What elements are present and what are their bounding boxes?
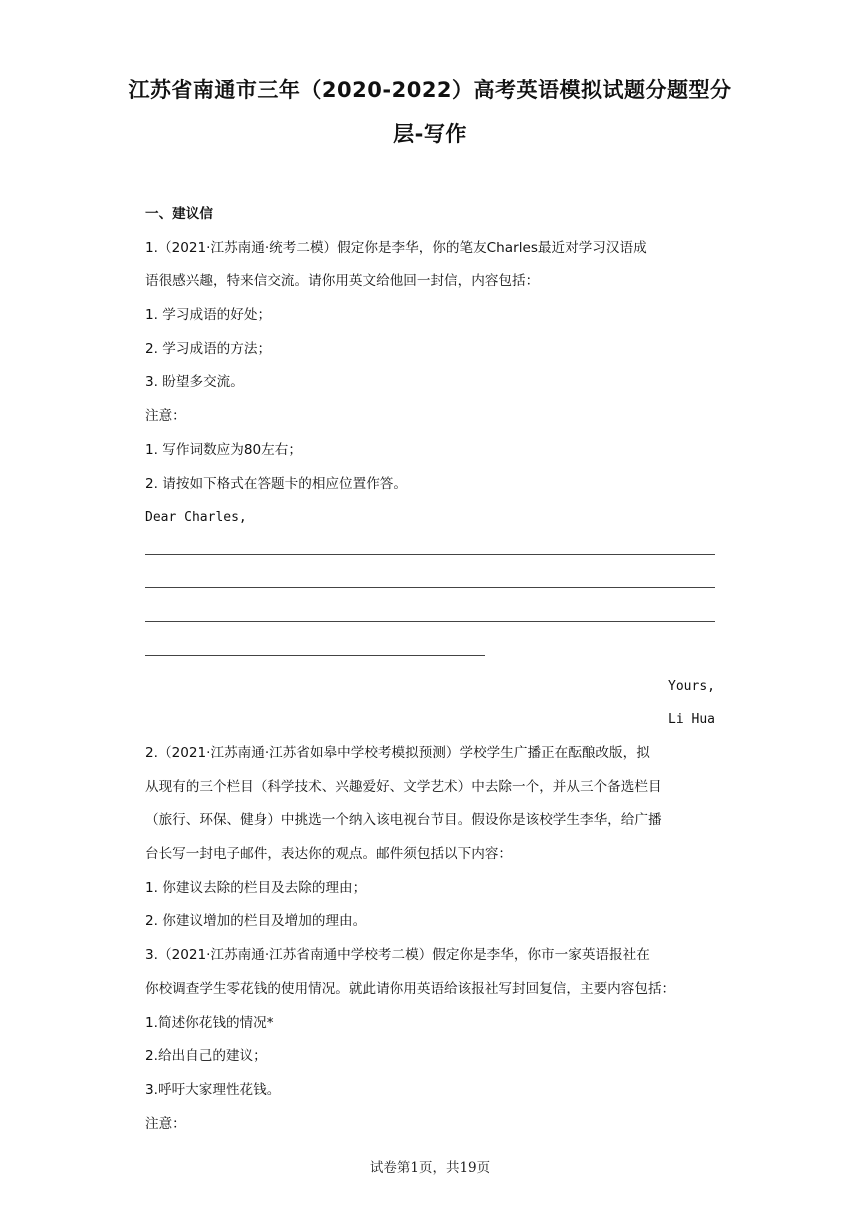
question-3-line: 你校调查学生零花钱的使用情况。就此请你用英语给该报社写封回复信，主要内容包括： xyxy=(145,980,676,997)
letter-closing: Yours, xyxy=(668,678,715,694)
question-3-line: 1.简述你花钱的情况* xyxy=(145,1014,274,1031)
page-title-line-1: 江苏省南通市三年（2020-2022）高考英语模拟试题分题型分 xyxy=(128,78,732,102)
question-1-line: 注意： xyxy=(145,408,186,425)
document-body xyxy=(145,198,715,1141)
question-1 xyxy=(145,232,715,737)
question-1-line: 2. 学习成语的方法； xyxy=(145,340,272,357)
question-2 xyxy=(145,737,715,939)
question-3 xyxy=(145,939,715,1141)
question-1-line: 1. 写作词数应为80左右； xyxy=(145,441,302,458)
question-3-line: 注意： xyxy=(145,1115,186,1132)
answer-line xyxy=(145,569,715,603)
question-1-line: 2. 请按如下格式在答题卡的相应位置作答。 xyxy=(145,475,407,492)
answer-line xyxy=(145,636,715,670)
question-3-line: 2.给出自己的建议； xyxy=(145,1048,267,1065)
page-title-line-2: 层-写作 xyxy=(393,122,467,146)
question-2-line: 台长写一封电子邮件，表达你的观点。邮件须包括以下内容： xyxy=(145,846,513,863)
question-2-line: 从现有的三个栏目（科学技术、兴趣爱好、文学艺术）中去除一个，并从三个备选栏目 xyxy=(145,778,662,795)
question-2-line: 2. 你建议增加的栏目及增加的理由。 xyxy=(145,913,367,930)
question-1-line: 3. 盼望多交流。 xyxy=(145,374,244,391)
question-2-line: （旅行、环保、健身）中挑选一个纳入该电视台节目。假设你是该校学生李华，给广播 xyxy=(145,812,662,829)
question-3-line: 3.呼吁大家理性花钱。 xyxy=(145,1081,281,1098)
answer-line xyxy=(145,535,715,569)
page-footer: 试卷第1页，共19页 xyxy=(369,1160,491,1176)
question-1-line: 1.（2021·江苏南通·统考二模）假定你是李华，你的笔友Charles最近对学习汉语成 xyxy=(145,239,647,256)
answer-line xyxy=(145,602,715,636)
question-2-line: 1. 你建议去除的栏目及去除的理由； xyxy=(145,879,367,896)
section-heading: 一、建议信 xyxy=(145,206,213,222)
letter-greeting: Dear Charles, xyxy=(145,510,247,526)
question-1-line: 语很感兴趣，特来信交流。请你用英文给他回一封信，内容包括： xyxy=(145,273,540,290)
question-1-line: 1. 学习成语的好处； xyxy=(145,307,272,324)
question-2-line: 2.（2021·江苏南通·江苏省如皋中学校考模拟预测）学校学生广播正在酝酿改版，拟 xyxy=(145,745,650,761)
letter-signature: Li Hua xyxy=(668,712,715,728)
question-3-line: 3.（2021·江苏南通·江苏省南通中学校考二模）假定你是李华，你市一家英语报社在 xyxy=(145,947,650,964)
